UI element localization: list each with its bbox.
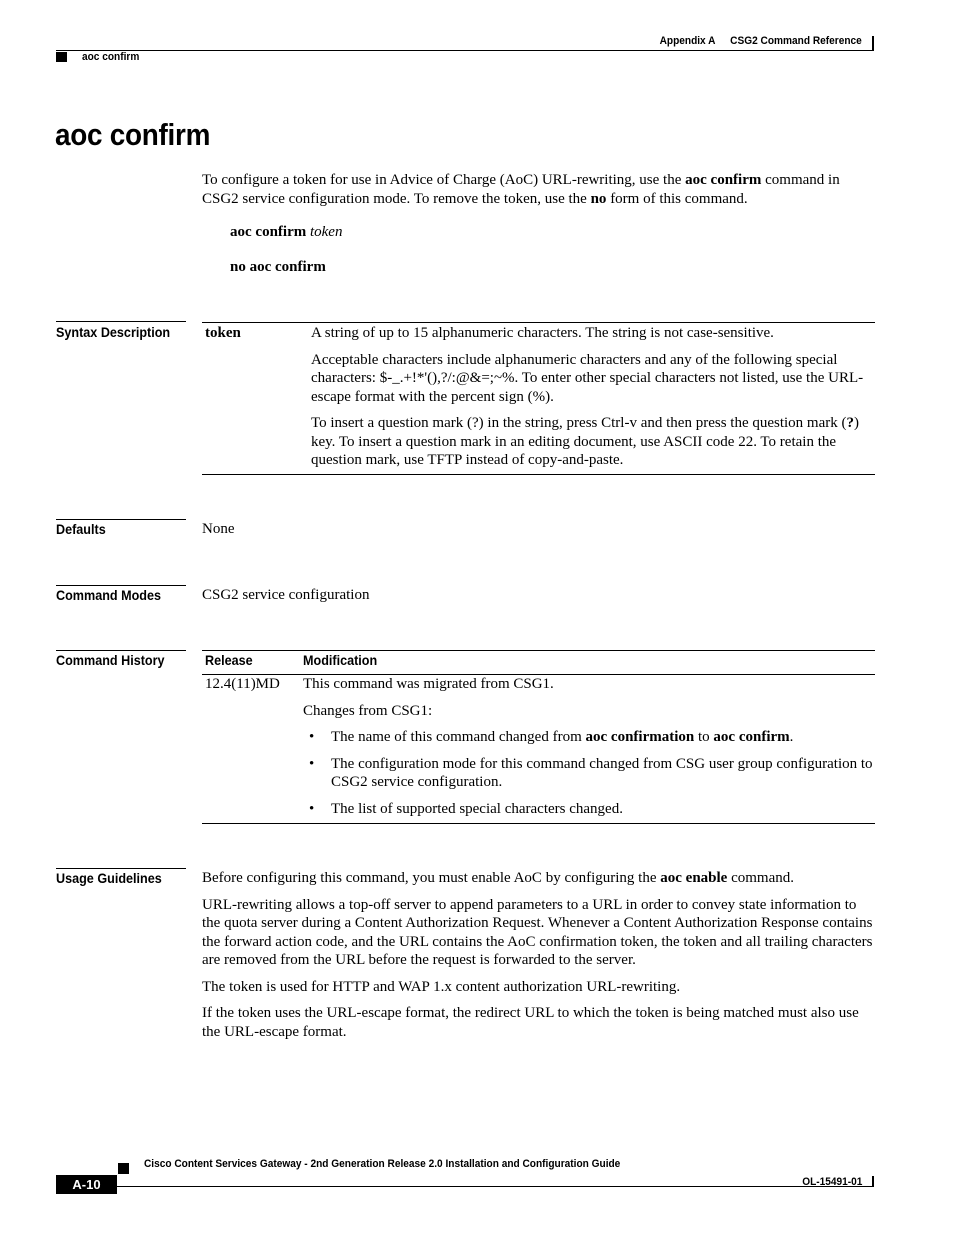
section-rule	[56, 321, 186, 322]
history-col-release: Release	[205, 652, 253, 668]
p3-text: To insert a question mark (?) in the string, press Ctrl-v and then press the question mark (	[311, 415, 847, 431]
footer-guide-title: Cisco Content Services Gateway - 2nd Generation Release 2.0 Installation and Configuration Guide	[144, 1158, 621, 1170]
intro-no: no	[590, 190, 607, 207]
usage-text-span: command.	[727, 870, 794, 886]
bullet-text: The name of this command changed from	[331, 729, 586, 745]
footer-page-number: A-10	[56, 1175, 117, 1194]
syntax-argument: token	[309, 224, 343, 240]
syntax-command: aoc confirm	[230, 224, 307, 240]
history-bullet-2: • The configuration mode for this command changed from CSG user group configuration to CSG2 service configuration.	[303, 755, 873, 792]
syntax-no-command: no aoc confirm	[230, 259, 326, 275]
history-top-rule	[202, 650, 875, 651]
syntax-desc-p3	[311, 414, 873, 470]
history-col-modification: Modification	[303, 652, 378, 668]
usage-p1	[202, 869, 877, 888]
history-modification	[303, 675, 873, 826]
section-rule	[56, 519, 186, 520]
syntax-line	[230, 223, 342, 242]
bullet-text: .	[789, 729, 794, 745]
running-header	[660, 35, 862, 47]
intro-paragraph	[202, 171, 877, 208]
usage-p3: The token is used for HTTP and WAP 1.x content authorization URL-rewriting.	[202, 978, 681, 995]
syntax-keyword	[205, 324, 241, 343]
keyword-token: token	[205, 325, 241, 341]
header-rule	[56, 50, 874, 51]
header-reference: CSG2 Command Reference	[730, 35, 862, 47]
header-bar	[872, 36, 874, 51]
usage-text	[202, 869, 877, 1049]
usage-guidelines-label: Usage Guidelines	[56, 870, 162, 886]
page-title: aoc confirm	[55, 117, 211, 152]
footer-doc-number: OL-15491-01	[801, 1176, 862, 1188]
footer-bar	[872, 1176, 874, 1187]
command-modes-value: CSG2 service configuration	[202, 587, 370, 603]
bullet-new-command: aoc confirm	[713, 729, 790, 745]
footer-marker	[118, 1163, 129, 1174]
p3-text: ) key. To insert a question mark in an editing document, use ASCII code 22. To retain the question mark, use TFTP instead of copy-and-paste.	[311, 415, 859, 468]
history-mod2: Changes from CSG1:	[303, 702, 433, 719]
header-section: aoc confirm	[82, 51, 140, 63]
bullet-text: to	[694, 729, 714, 745]
table-bottom-rule	[202, 474, 875, 475]
header-marker	[56, 52, 67, 62]
syntax-line-no	[230, 258, 326, 277]
syntax-description-label: Syntax Description	[56, 324, 171, 340]
syntax-description-text	[311, 324, 873, 470]
usage-command: aoc enable	[660, 870, 728, 886]
bullet-old-command: aoc confirmation	[585, 729, 695, 745]
history-mod1: This command was migrated from CSG1.	[303, 676, 554, 692]
history-bottom-rule	[202, 823, 875, 824]
command-modes-label: Command Modes	[56, 587, 162, 603]
history-bullets	[303, 728, 873, 818]
history-bullet-3: • The list of supported special characters changed.	[303, 800, 873, 819]
command-history-label: Command History	[56, 652, 165, 668]
usage-p4: If the token uses the URL-escape format, the redirect URL to which the token is being matched must also use the URL-escape format.	[202, 1005, 859, 1040]
p3-question-mark: ?	[846, 415, 854, 431]
usage-text-span: Before configuring this command, you must enable AoC by configuring the	[202, 870, 661, 886]
intro-text: form of this command.	[606, 190, 748, 207]
defaults-label: Defaults	[56, 521, 106, 537]
intro-command: aoc confirm	[685, 172, 762, 188]
section-rule	[56, 650, 186, 651]
table-top-rule	[202, 322, 875, 323]
header-appendix: Appendix A	[659, 35, 716, 47]
usage-p2: URL-rewriting allows a top-off server to append parameters to a URL in order to convey state information to the quota server during a Content Authorization Request. Whenever a Content Authorization Response contains the forward action code, and the URL contains the AoC confirmation token, the token and all trailing characters are removed from the URL before the request is forwarded to the server.	[202, 896, 873, 968]
intro-text: To configure a token for use in Advice of Charge (AoC) URL-rewriting, use the	[202, 172, 686, 188]
history-bullet-1	[303, 728, 873, 747]
syntax-desc-p2: Acceptable characters include alphanumeric characters and any of the following special characters: $-_.+!*'(),?/:@&=;~%. To enter other special characters not listed, use the URL-escape format with the percent sign (%).	[311, 351, 864, 405]
section-rule	[56, 585, 186, 586]
intro-text: command in CSG2 service configuration mode. To remove the token, use the	[202, 172, 840, 207]
syntax-desc-p1: A string of up to 15 alphanumeric characters. The string is not case-sensitive.	[311, 325, 774, 341]
history-release: 12.4(11)MD	[205, 676, 280, 692]
section-rule	[56, 868, 186, 869]
footer-rule	[117, 1186, 874, 1187]
defaults-value: None	[202, 521, 235, 537]
